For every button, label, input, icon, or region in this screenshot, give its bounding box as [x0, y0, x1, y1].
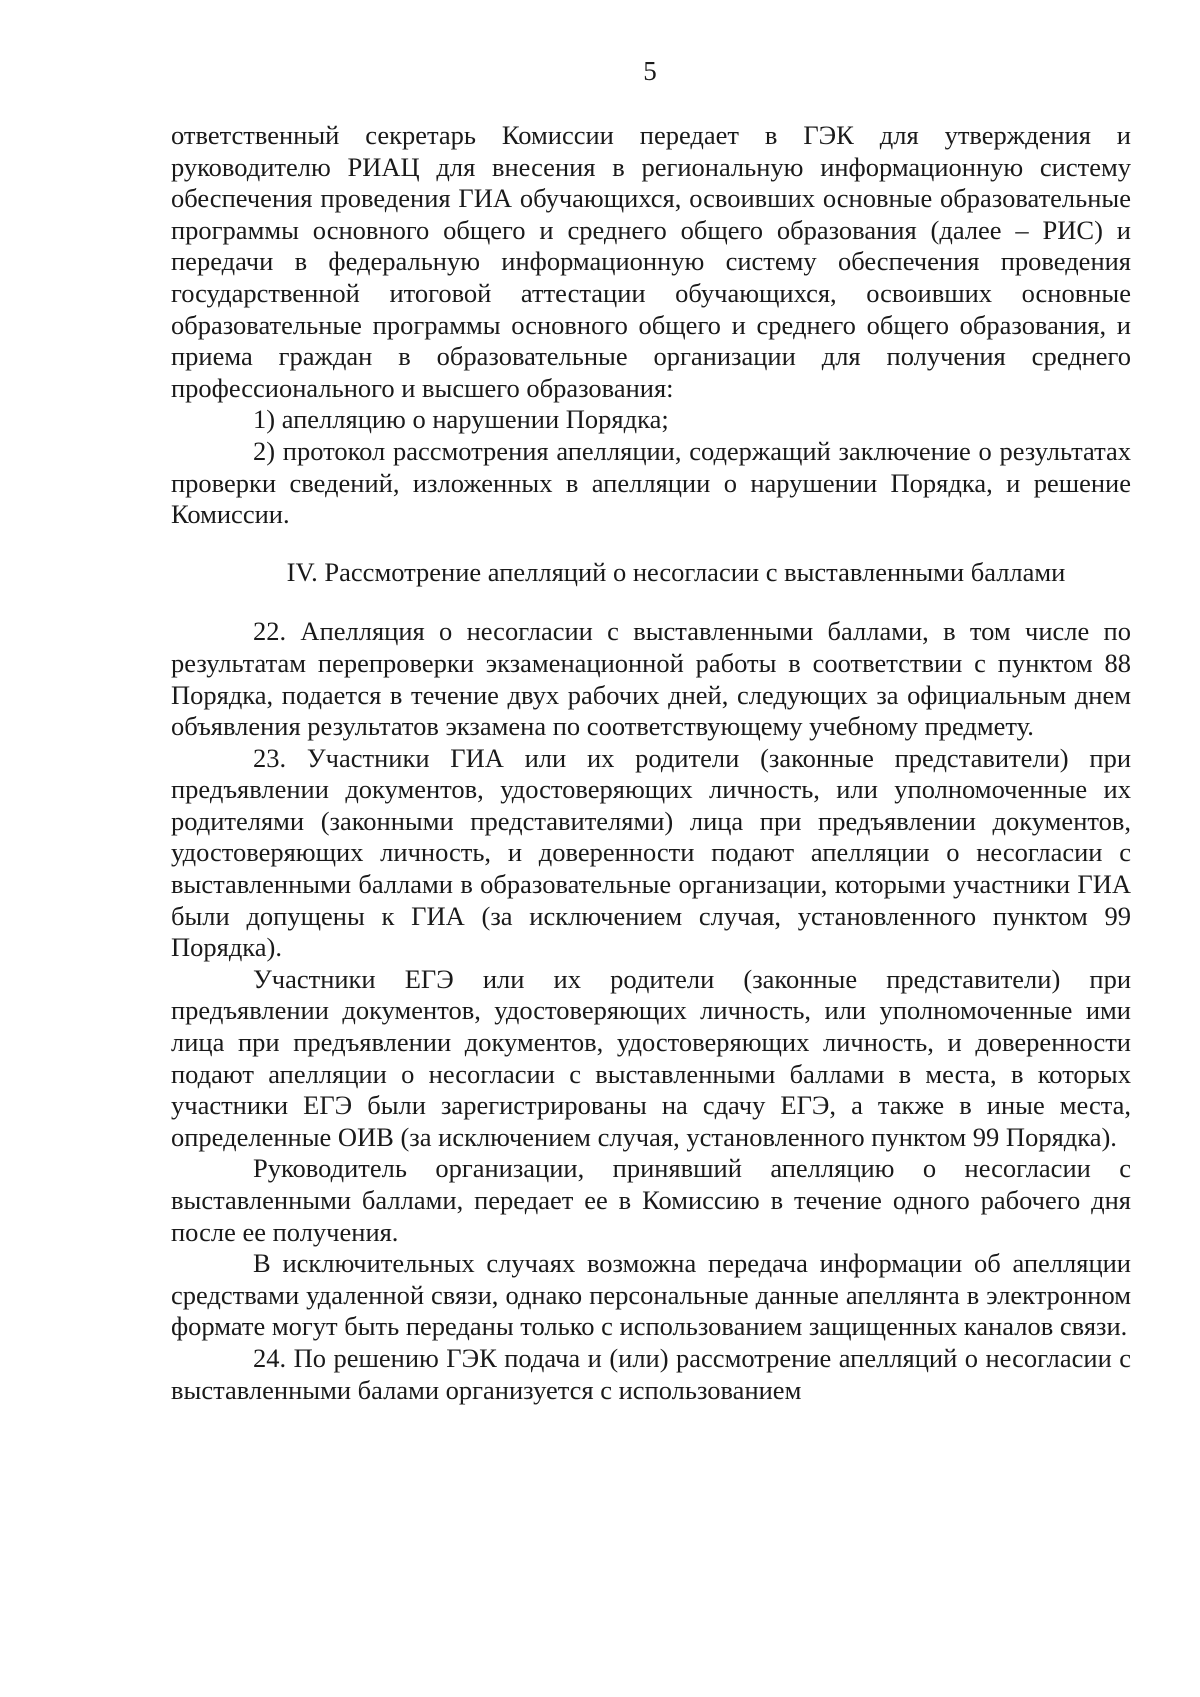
paragraph-ege-participants: Участники ЕГЭ или их родители (законные представители) при предъявлении документов, удостоверяющих личность, или уполномоченные ими лица при предъявлении документов, удостоверяющих личность, и доверенности подают апелляции о несогласии с выставленными баллами в места, в которых участники ЕГЭ были зарегистрированы на сдачу ЕГЭ, а также в иные места, определенные ОИВ (за исключением случая, установленного пунктом 99 Порядка). — [171, 963, 1131, 1152]
document-body — [171, 120, 1131, 1406]
paragraph-head-of-organization: Руководитель организации, принявший апелляцию о несогласии с выставленными баллами, передает ее в Комиссию в течение одного рабочего дня после ее получения. — [171, 1153, 1131, 1247]
list-item-2: 2) протокол рассмотрения апелляции, содержащий заключение о результатах проверки сведений, изложенных в апелляции о нарушении Порядка, и решение Комиссии. — [171, 435, 1131, 530]
paragraph-22: 22. Апелляция о несогласии с выставленными баллами, в том числе по результатам перепроверки экзаменационной работы в соответствии с пунктом 88 Порядка, подается в течение двух рабочих дней, следующих за официальным днем объявления результатов экзамена по соответствующему учебному предмету. — [171, 616, 1131, 742]
paragraph-continuation: ответственный секретарь Комиссии передает в ГЭК для утверждения и руководителю РИАЦ для внесения в региональную информационную систему обеспечения проведения ГИА обучающихся, освоивших основные образовательные программы основного общего и среднего общего образования (далее – РИС) и передачи в федеральную информационную систему обеспечения проведения государственной итоговой аттестации обучающихся, освоивших основные образовательные программы основного общего и среднего общего образования, и приема граждан в образовательные организации для получения среднего профессионального и высшего образования: — [171, 120, 1131, 403]
paragraph-23: 23. Участники ГИА или их родители (законные представители) при предъявлении документов, удостоверяющих личность, или уполномоченные их родителями (законными представителями) лица при предъявлении документов, удостоверяющих личность, и доверенности подают апелляции о несогласии с выставленными баллами в образовательные организации, которыми участники ГИА были допущены к ГИА (за исключением случая, установленного пунктом 99 Порядка). — [171, 742, 1131, 963]
page-number: 5 — [643, 56, 657, 86]
paragraph-exceptional-cases: В исключительных случаях возможна передача информации об апелляции средствами удаленной связи, однако персональные данные апеллянта в электронном формате могут быть переданы только с использованием защищенных каналов связи. — [171, 1248, 1131, 1342]
section-heading: IV. Рассмотрение апелляций о несогласии с выставленными баллами — [286, 556, 1066, 587]
paragraph-24: 24. По решению ГЭК подача и (или) рассмотрение апелляций о несогласии с выставленными балами организуется с использованием — [171, 1342, 1131, 1405]
list-item-1: 1) апелляцию о нарушении Порядка; — [253, 404, 669, 435]
